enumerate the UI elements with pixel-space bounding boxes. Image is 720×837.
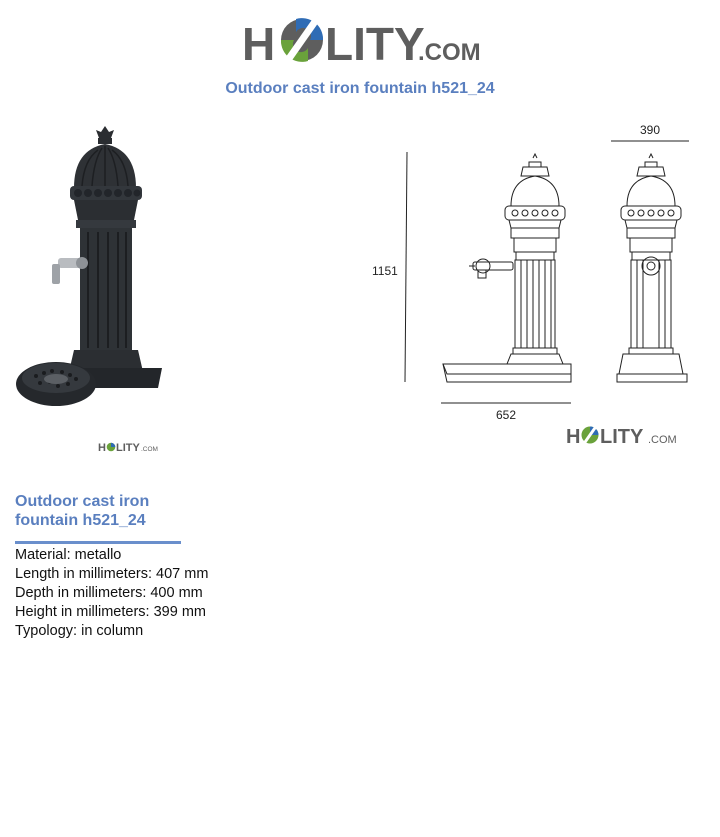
drawing-logo-h: H bbox=[566, 426, 581, 448]
brand-logo bbox=[242, 8, 482, 72]
brand-logo-h: H bbox=[242, 18, 276, 70]
product-name: Outdoor cast iron fountain h521_24 bbox=[15, 493, 150, 529]
product-photo bbox=[12, 120, 182, 420]
spec-length: Length in millimeters: 407 mm bbox=[15, 566, 209, 582]
front-view bbox=[443, 154, 571, 382]
photo-watermark-logo bbox=[98, 440, 158, 454]
spec-depth: Depth in millimeters: 400 mm bbox=[15, 585, 203, 601]
drawing-watermark-logo bbox=[566, 423, 678, 449]
svg-text:H: H bbox=[98, 442, 106, 454]
page-title: Outdoor cast iron fountain h521_24 bbox=[225, 80, 495, 97]
product-specs bbox=[15, 546, 208, 641]
spec-material: Material: metallo bbox=[15, 547, 122, 563]
height-dimension-line bbox=[405, 152, 407, 382]
svg-text:.COM: .COM bbox=[648, 434, 677, 446]
svg-text:.COM: .COM bbox=[141, 446, 158, 453]
drawing-logo-lity: LITY bbox=[600, 426, 644, 448]
dimension-label-height: 1151 bbox=[372, 264, 398, 278]
svg-text:LITY: LITY bbox=[116, 442, 140, 454]
dimension-label-side-width: 390 bbox=[640, 123, 661, 137]
technical-drawing bbox=[365, 118, 705, 428]
side-view bbox=[617, 154, 687, 382]
brand-logo-suffix: .COM bbox=[418, 39, 481, 66]
drawing-logo-o-icon bbox=[582, 426, 599, 444]
brand-logo-o-icon bbox=[281, 18, 323, 62]
dimension-label-front-width: 652 bbox=[496, 408, 517, 422]
spec-height: Height in millimeters: 399 mm bbox=[15, 604, 206, 620]
product-name-underline bbox=[15, 541, 181, 544]
spec-typology: Typology: in column bbox=[15, 623, 144, 639]
brand-logo-lity: LITY bbox=[325, 18, 425, 70]
